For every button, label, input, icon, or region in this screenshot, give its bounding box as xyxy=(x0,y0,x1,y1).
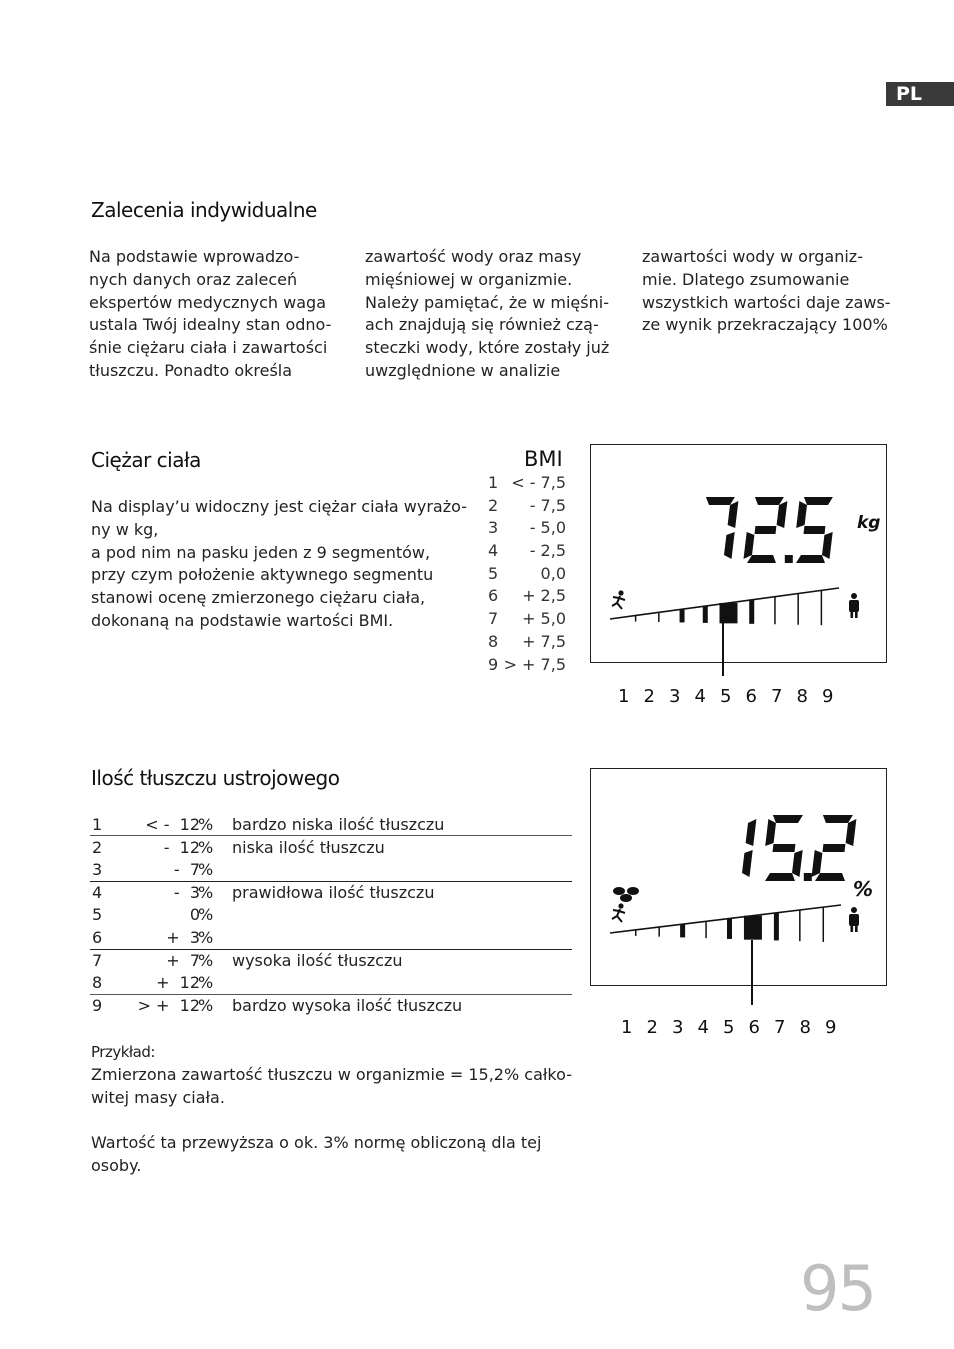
fat-value xyxy=(130,927,200,950)
lcd-decimal-point xyxy=(804,873,812,881)
fat-icon xyxy=(620,894,632,902)
lcd-digit-segment xyxy=(728,501,739,528)
scale-segment xyxy=(744,916,762,940)
fat-index: 5 xyxy=(92,905,103,925)
table-row xyxy=(90,950,572,973)
scale-number: 8 xyxy=(799,1017,811,1038)
spacer xyxy=(91,1109,572,1132)
bmi-list xyxy=(488,472,570,676)
fat-number: 0 xyxy=(189,905,200,925)
person-icon-leg xyxy=(851,610,854,618)
scale-number: 3 xyxy=(672,1017,684,1038)
scale-number: 4 xyxy=(697,1017,709,1038)
lcd-digit-segment xyxy=(796,555,825,563)
bmi-heading: BMI xyxy=(524,447,563,471)
bmi-row xyxy=(488,608,570,631)
lcd-digit-segment xyxy=(724,532,735,559)
scale-number: 5 xyxy=(723,1017,735,1038)
bmi-index: 5 xyxy=(488,563,499,583)
scale-segment xyxy=(658,927,660,937)
scale-number: 1 xyxy=(618,686,630,707)
fat-unit: % xyxy=(198,927,214,947)
bmi-index: 4 xyxy=(488,541,499,561)
fat-scale-numbers xyxy=(621,1017,851,1038)
lcd-digit-segment xyxy=(846,819,857,846)
fat-sign: + xyxy=(156,973,170,993)
intro-column-3 xyxy=(642,246,892,337)
scale-segment xyxy=(799,910,801,941)
fat-segment-pointer xyxy=(590,940,887,1010)
fat-description: wysoka ilość tłuszczu xyxy=(232,950,403,970)
runner-icon xyxy=(612,909,625,922)
page-number: 95 xyxy=(800,1252,875,1325)
bmi-row xyxy=(488,517,570,540)
scale-number: 6 xyxy=(748,1017,760,1038)
fat-unit: % xyxy=(198,973,214,993)
table-row xyxy=(90,814,572,837)
language-tab: PL xyxy=(886,82,954,106)
fat-unit: % xyxy=(198,815,214,834)
fat-index: 7 xyxy=(92,950,103,970)
person-icon-head xyxy=(851,907,857,913)
text-line: zawartość wody oraz masy xyxy=(365,247,582,266)
text-line: uwzględnione w analizie xyxy=(365,360,561,380)
table-divider xyxy=(90,835,572,836)
lcd-decimal-point xyxy=(785,555,793,563)
scale-segment xyxy=(823,907,825,942)
lcd-digit-segment xyxy=(773,815,803,823)
lcd-digit-segment xyxy=(823,815,853,823)
scale-number: 4 xyxy=(694,686,706,707)
bmi-value: - 5,0 xyxy=(529,518,566,538)
bmi-index: 6 xyxy=(488,586,499,606)
lcd-digit-segment xyxy=(773,844,796,852)
fat-value xyxy=(130,859,200,882)
example-block xyxy=(91,1041,572,1178)
text-line: ze wynik przekraczający 100% xyxy=(642,315,888,335)
text-line: tłuszczu. Ponadto określa xyxy=(89,360,293,380)
fat-description: niska ilość tłuszczu xyxy=(232,837,385,857)
lcd-digit-segment xyxy=(804,497,833,505)
text-line: śnie ciężaru ciała i zawartości xyxy=(89,338,328,358)
fat-number: 12 xyxy=(179,837,200,857)
fat-description: prawidłowa ilość tłuszczu xyxy=(232,882,435,902)
runner-icon-head xyxy=(618,590,623,595)
lcd-digit-segment xyxy=(755,526,777,534)
bmi-value: + 7,5 xyxy=(522,631,566,651)
text-line: stanowi ocenę zmierzonego ciężaru ciała, xyxy=(91,588,426,608)
text-line: a pod nim na pasku jeden z 9 segmentów, xyxy=(91,542,431,562)
lcd-digit-segment xyxy=(812,850,823,877)
scale-segment xyxy=(635,930,637,936)
scale-number: 2 xyxy=(643,686,655,707)
section-title-body-fat: Ilość tłuszczu ustrojowego xyxy=(91,766,340,790)
example-label: Przykład: xyxy=(91,1043,155,1061)
bmi-index: 9 xyxy=(488,654,499,674)
bmi-value: - 2,5 xyxy=(529,541,566,561)
scale-baseline xyxy=(610,905,841,933)
bmi-value: - 7,5 xyxy=(529,495,566,515)
intro-column-1 xyxy=(89,246,339,383)
fat-sign: + xyxy=(166,950,180,970)
fat-number: 7 xyxy=(189,950,200,970)
text-line: ach znajdują się również czą- xyxy=(365,315,599,335)
bmi-value: > + 7,5 xyxy=(503,654,566,674)
lcd-digit-segment xyxy=(755,497,784,505)
text-line: mięśniowej w organizmie. xyxy=(365,269,573,289)
weight-unit-label: kg xyxy=(857,513,881,533)
lcd-digit-segment xyxy=(742,850,753,877)
fat-index: 4 xyxy=(92,882,103,902)
scale-segment xyxy=(680,924,685,937)
lcd-digit-segment xyxy=(765,819,776,846)
text-line: dokonaną na podstawie wartości BMI. xyxy=(91,610,394,630)
bmi-index: 8 xyxy=(488,631,499,651)
scale-number: 3 xyxy=(669,686,681,707)
bmi-row xyxy=(488,631,570,654)
fat-value xyxy=(130,950,200,973)
fat-sign: - xyxy=(163,837,170,857)
text-line: witej masy ciała. xyxy=(91,1087,225,1107)
person-icon-leg xyxy=(855,924,858,932)
fat-value xyxy=(130,882,200,905)
fat-value xyxy=(130,995,200,1018)
fat-description: bardzo wysoka ilość tłuszczu xyxy=(232,995,463,1015)
lcd-digit-segment xyxy=(815,873,845,881)
scale-segment xyxy=(774,913,779,941)
fat-index: 6 xyxy=(92,927,103,947)
bmi-row xyxy=(488,495,570,518)
lcd-digit-segment xyxy=(747,555,776,563)
runner-icon-head xyxy=(618,903,623,908)
fat-sign: - xyxy=(173,882,180,902)
table-divider xyxy=(90,949,572,950)
scale-number: 8 xyxy=(796,686,808,707)
weight-segment-pointer xyxy=(590,620,887,680)
section-title-body-weight: Ciężar ciała xyxy=(91,448,201,472)
fat-sign: + xyxy=(166,927,180,947)
bmi-index: 3 xyxy=(488,518,499,538)
text-line: Należy pamiętać, że w mięśni- xyxy=(365,292,609,312)
fat-number: 7 xyxy=(189,860,200,880)
lcd-digit-segment xyxy=(746,819,757,846)
section-title-individual: Zalecenia indywidualne xyxy=(91,198,317,222)
table-divider xyxy=(90,881,572,882)
fat-unit: % xyxy=(198,837,214,857)
bmi-row xyxy=(488,585,570,608)
scale-number: 9 xyxy=(822,686,834,707)
text-line: Zmierzona zawartość tłuszczu w organizmie = 15,2% całko- xyxy=(91,1064,572,1084)
lcd-digit-segment xyxy=(792,850,803,877)
text-line: osoby. xyxy=(91,1155,142,1175)
text-line: zawartości wody w organiz- xyxy=(642,247,863,266)
fat-number: 12 xyxy=(179,973,200,993)
person-icon-leg xyxy=(851,924,854,932)
fat-value xyxy=(130,904,200,927)
scale-number: 1 xyxy=(621,1017,633,1038)
text-line: Wartość ta przewyższa o ok. 3% normę obliczoną dla tej xyxy=(91,1133,542,1153)
fat-sign: < - xyxy=(145,815,170,834)
fat-unit: % xyxy=(198,860,214,880)
fat-icon xyxy=(613,887,625,895)
table-row xyxy=(90,859,572,882)
lcd-digit-segment xyxy=(804,526,826,534)
text-line: steczki wody, które zostały już xyxy=(365,338,610,358)
fat-unit: % xyxy=(198,882,214,902)
fat-description: bardzo niska ilość tłuszczu xyxy=(232,815,445,834)
fat-sign: - xyxy=(173,860,180,880)
runner-icon xyxy=(612,596,625,609)
scale-number: 7 xyxy=(771,686,783,707)
fat-icon xyxy=(627,887,639,895)
lcd-digit-segment xyxy=(744,532,755,559)
scale-number: 6 xyxy=(745,686,757,707)
table-row xyxy=(90,972,572,995)
scale-number: 7 xyxy=(774,1017,786,1038)
table-row xyxy=(90,904,572,927)
fat-sign: > + xyxy=(137,995,170,1015)
fat-index: 2 xyxy=(92,837,103,857)
fat-number: 12 xyxy=(179,995,200,1015)
person-icon-leg xyxy=(855,610,858,618)
lcd-digit-segment xyxy=(765,873,795,881)
fat-unit: % xyxy=(198,905,214,925)
person-icon-head xyxy=(851,593,857,599)
bmi-row xyxy=(488,563,570,586)
text-line: ekspertów medycznych waga xyxy=(89,292,326,312)
lcd-digit-segment xyxy=(796,501,807,528)
fat-index: 9 xyxy=(92,995,103,1015)
lcd-digit-segment xyxy=(777,501,788,528)
bmi-index: 1 xyxy=(488,473,499,492)
table-row xyxy=(90,882,572,905)
fat-value xyxy=(130,972,200,995)
fat-number: 3 xyxy=(189,927,200,947)
bmi-index: 2 xyxy=(488,495,499,515)
weight-scale-numbers xyxy=(618,686,848,707)
fat-number: 3 xyxy=(189,882,200,902)
body-weight-text xyxy=(91,496,467,633)
bmi-row xyxy=(488,540,570,563)
fat-unit: % xyxy=(198,950,214,970)
text-line: nych danych oraz zaleceń xyxy=(89,269,298,289)
fat-value xyxy=(130,837,200,860)
bmi-value: + 2,5 xyxy=(522,586,566,606)
text-line: ustala Twój idealny stan odno- xyxy=(89,315,332,335)
text-line: przy czym położenie aktywnego segmentu xyxy=(91,565,434,585)
bmi-index: 7 xyxy=(488,609,499,629)
lcd-digit-segment xyxy=(822,532,833,559)
intro-column-2 xyxy=(365,246,615,383)
lcd-digit-segment xyxy=(706,497,735,505)
fat-unit-label: % xyxy=(853,877,874,901)
text-line: ny w kg, xyxy=(91,519,159,539)
fat-value xyxy=(130,814,200,837)
table-row xyxy=(90,995,572,1018)
text-line: Na podstawie wprowadzo- xyxy=(89,247,300,266)
table-row xyxy=(90,837,572,860)
fat-index: 8 xyxy=(92,973,103,993)
lcd-digit-segment xyxy=(823,844,846,852)
scale-number: 9 xyxy=(825,1017,837,1038)
fat-index: 3 xyxy=(92,860,103,880)
text-line: Na display’u widoczny jest ciężar ciała wyrażo- xyxy=(91,497,467,516)
table-row xyxy=(90,927,572,950)
fat-index: 1 xyxy=(92,815,103,834)
fat-number: 12 xyxy=(179,815,200,834)
scale-segment xyxy=(705,921,707,938)
bmi-value: 0,0 xyxy=(540,563,566,583)
text-line: wszystkich wartości daje zaws- xyxy=(642,292,891,312)
bmi-value: < - 7,5 xyxy=(511,473,566,492)
table-divider xyxy=(90,994,572,995)
scale-segment xyxy=(727,919,732,939)
bmi-value: + 5,0 xyxy=(522,609,566,629)
text-line: mie. Dlatego zsumowanie xyxy=(642,269,850,289)
fat-unit: % xyxy=(198,995,214,1015)
scale-number: 5 xyxy=(720,686,732,707)
body-fat-table xyxy=(90,814,572,1017)
bmi-row xyxy=(488,654,570,677)
scale-number: 2 xyxy=(646,1017,658,1038)
bmi-row xyxy=(488,472,570,495)
